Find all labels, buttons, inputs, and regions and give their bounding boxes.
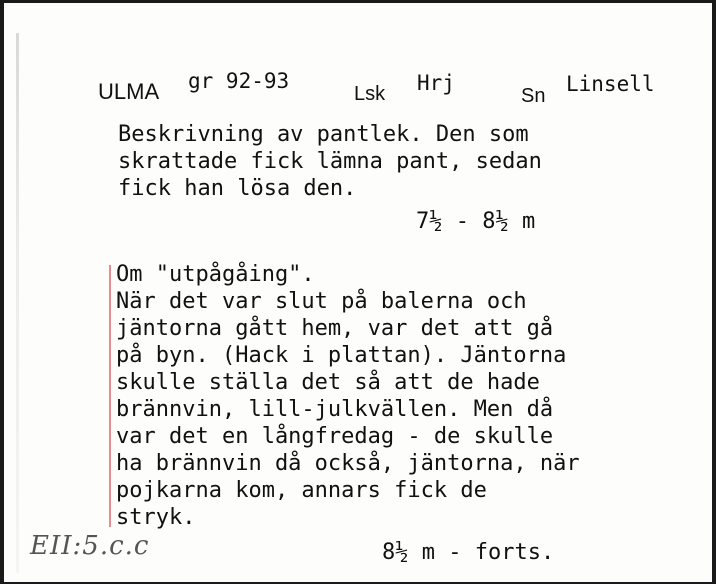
handwritten-reference: EII:5.c.c — [30, 531, 150, 561]
sn-label: Sn — [521, 85, 546, 107]
record-number: gr 92-93 — [188, 69, 290, 93]
entry2-line: var det en långfredag - de skulle — [116, 424, 554, 449]
entry2-line: stryk. — [116, 505, 196, 530]
lsk-label: Lsk — [354, 83, 386, 105]
entry2-text — [116, 261, 580, 531]
lsk-value: Hrj — [417, 71, 455, 95]
entry1-line: fick han lösa den. — [118, 176, 357, 201]
entry1-text — [118, 121, 542, 202]
entry2-line: pojkarna kom, annars fick de — [116, 478, 487, 503]
entry2-line: brännvin, lill-julkvällen. Men då — [116, 397, 554, 422]
entry2-line: När det var slut på balerna och — [116, 289, 527, 314]
entry1-reference: 7½ - 8½ m — [416, 209, 536, 234]
card-edge-shadow — [16, 33, 19, 573]
entry2-line: ha brännvin då också, jäntorna, när — [116, 451, 580, 476]
sn-value: Linsell — [566, 72, 655, 96]
entry2-line: på byn. (Hack i plattan). Jäntorna — [116, 343, 567, 368]
entry2-line: Om "utpågåing". — [116, 262, 315, 287]
margin-mark — [109, 265, 111, 527]
entry2-reference: 8½ m - forts. — [382, 540, 555, 565]
index-card — [4, 3, 712, 582]
entry1-line: Beskrivning av pantlek. Den som — [118, 122, 529, 147]
entry2-line: skulle ställa det så att de hade — [116, 370, 540, 395]
entry1-line: skrattade fick lämna pant, sedan — [118, 149, 542, 174]
entry2-line: jäntorna gått hem, var det att gå — [116, 316, 554, 341]
archive-label: ULMA — [98, 79, 160, 104]
